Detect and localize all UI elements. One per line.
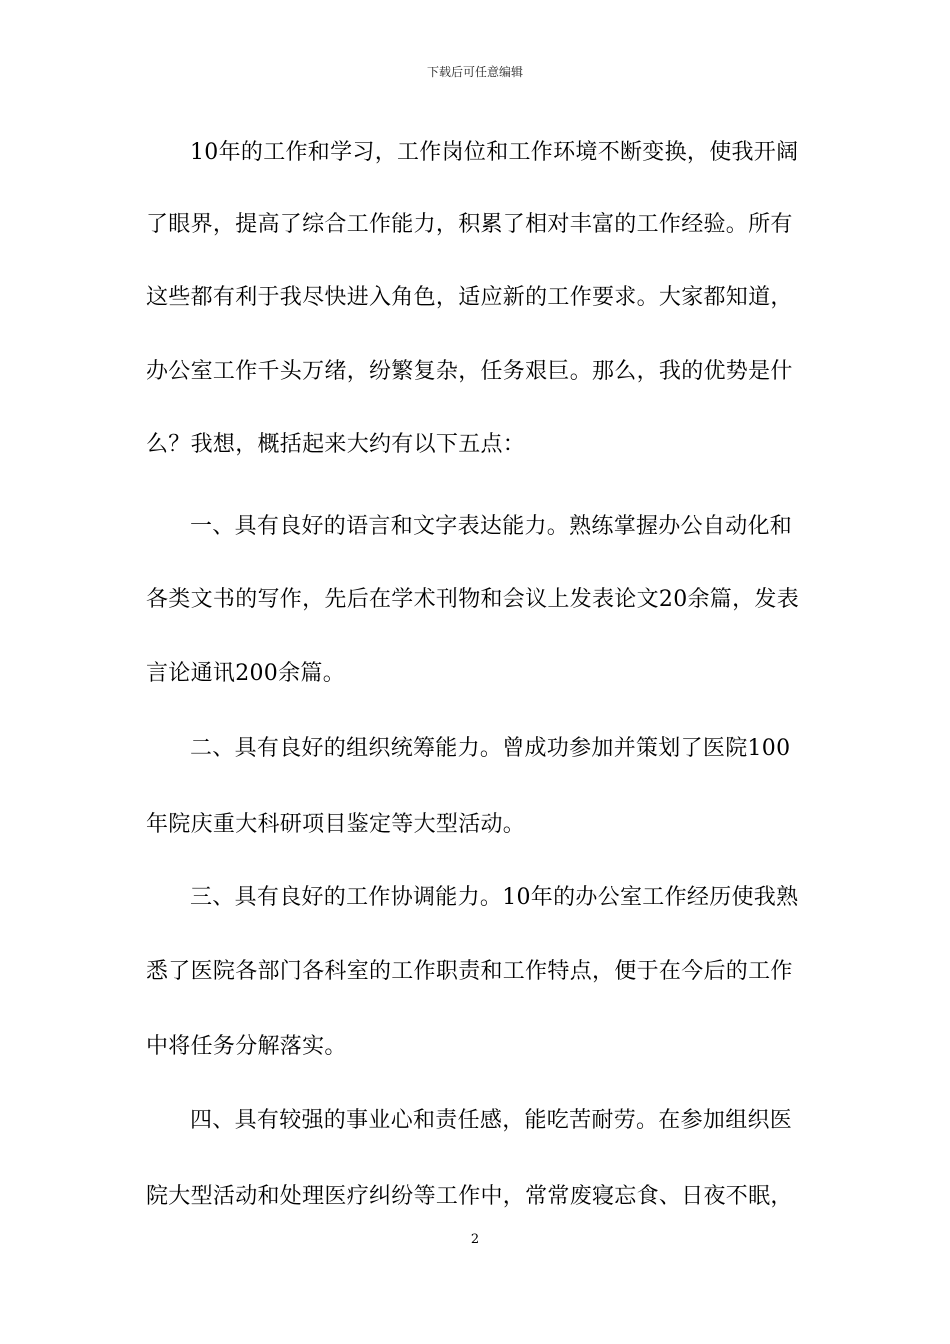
text-line: 这些都有利于我尽快进入角色，适应新的工作要求。大家都知道，	[146, 285, 793, 310]
text-line: 院大型活动和处理医疗纠纷等工作中，常常废寝忘食、日夜不眠，	[146, 1184, 793, 1209]
text-line: 10年的工作和学习，工作岗位和工作环境不断变换，使我开阔	[190, 140, 799, 165]
page-number: 2	[470, 1232, 480, 1247]
text-line: 言论通讯200余篇。	[146, 661, 345, 686]
text-line: 中将任务分解落实。	[146, 1034, 347, 1059]
text-line: 了眼界，提高了综合工作能力，积累了相对丰富的工作经验。所有	[146, 212, 793, 237]
text-line: 四、具有较强的事业心和责任感，能吃苦耐劳。在参加组织医	[190, 1108, 793, 1133]
text-line: 年院庆重大科研项目鉴定等大型活动。	[146, 812, 526, 837]
text-line: 么？我想，概括起来大约有以下五点：	[146, 432, 526, 457]
page-header: 下载后可任意编辑	[426, 65, 523, 79]
text-line: 一、具有良好的语言和文字表达能力。熟练掌握办公自动化和	[190, 514, 793, 539]
text-line: 悉了医院各部门各科室的工作职责和工作特点，便于在今后的工作	[146, 959, 793, 984]
text-line: 二、具有良好的组织统筹能力。曾成功参加并策划了医院100	[190, 736, 791, 761]
text-line: 办公室工作千头万绪，纷繁复杂，任务艰巨。那么，我的优势是什	[146, 359, 793, 384]
text-line: 三、具有良好的工作协调能力。10年的办公室工作经历使我熟	[190, 885, 799, 910]
text-line: 各类文书的写作，先后在学术刊物和会议上发表论文20余篇，发表	[146, 587, 799, 612]
